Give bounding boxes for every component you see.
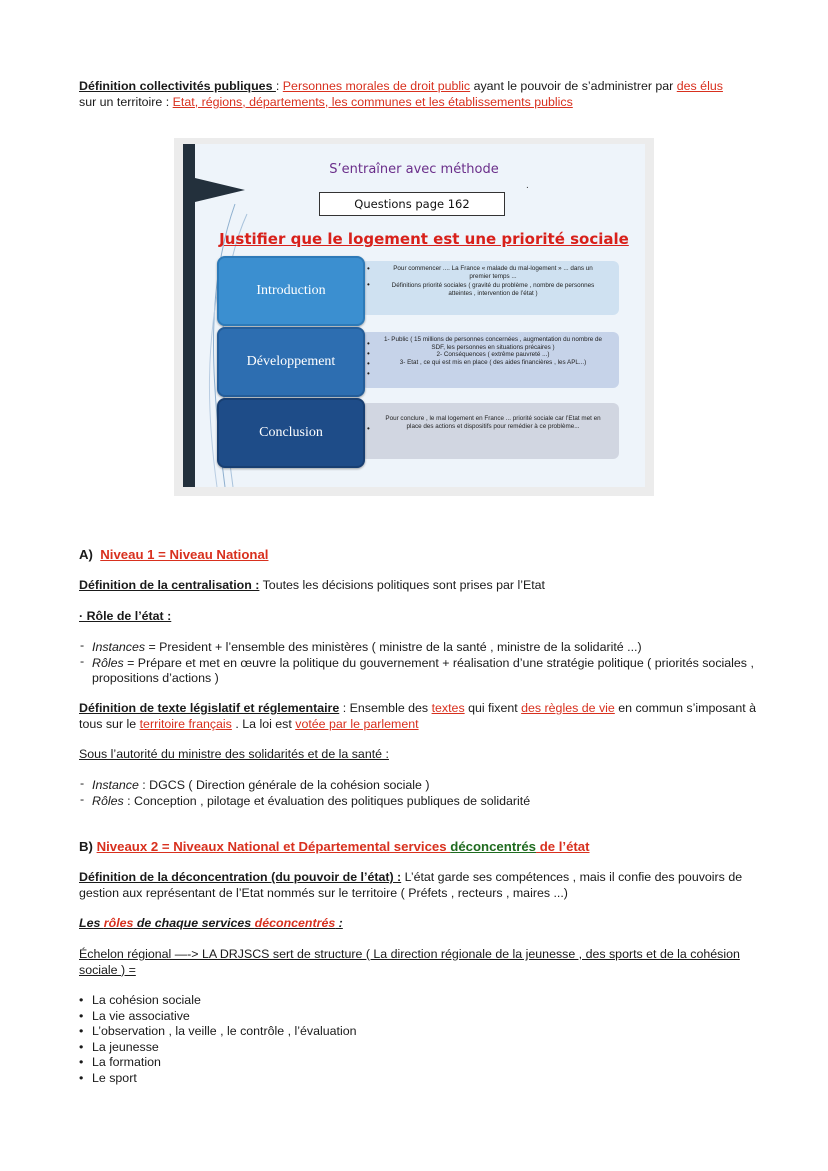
list-item: ‐ Rôles = Prépare et met en œuvre la politique du gouvernement + réalisation d’une stratégie politique ( priorités sociales , propositions d’actions ) [79,656,759,687]
developpement-content: • • • • 1- Public ( 15 millions de personnes concernées , augmentation du nombre de SDF, les personnes en situations précaires ) 2- Conséquences ( extrême pauvreté ...) 3- Etat , ce qui est mis en place ( des aides financières , les APL...) [361,332,619,388]
deconcentration-definition: Définition de la déconcentration (du pouvoir de l’état) : L’état garde ses compétences , mais il confie des pouvoirs de gestion aux représentant de l’Etat nommés sur le territoire ( Préfets , recteurs , maires ...) [79,870,743,900]
slide-subtitle: Justifier que le logement est une priorité sociale [219,230,629,248]
slide-arrow [195,178,245,202]
echelon-regional: Échelon régional —-> LA DRJSCS sert de structure ( La direction régionale de la jeunesse , des sports et de la cohésion sociale ) = [79,947,740,977]
introduction-content: • Pour commencer .... La France « malade du mal-logement » ... dans un premier temps ... • Définitions priorité sociales ( gravité du problème , nombre de personnes atteintes , intervention de l’état ) [361,261,619,315]
list-item: • Le sport [79,1071,759,1087]
definition-label: Définition collectivités publiques [79,79,276,93]
list-item: • La formation [79,1055,759,1071]
developpement-pill: Développement [217,327,365,397]
autorite-list [79,778,759,809]
list-item: ‐ Rôles : Conception , pilotage et évaluation des politiques publiques de solidarité [79,794,759,810]
slide-left-bar [183,144,195,487]
list-item: ‐ Instance : DGCS ( Direction générale de la cohésion sociale ) [79,778,759,794]
slide-image: S’entraîner avec méthode . Questions page 162 Justifier que le logement est une priorité sociale • Pour commencer .... La France « malade du mal-logement » ... dans un premier temps ... • Définitions priorité sociales ( gravité du problème , nombre de personnes atteintes , intervention de l’état ) • • • • 1- Public ( 15 millions de personnes concernées , augmentation du nombre de SDF, les personnes en situations précaires ) 2- Conséquences ( extrême pauvreté ...) 3- Etat , ce qui est mis en place ( des aides financières , les APL...) • Pour conclure , le mal logement en France ... priorité sociale car l’Etat met en place des actions et dispositifs pour remédier à ce problème... Introduction Développement Conclusion [174,138,654,496]
centralisation-definition: Définition de la centralisation : Toutes les décisions politiques sont prises par l’Etat [79,578,545,592]
list-item: ‐ Instances = President + l’ensemble des ministères ( ministre de la santé , ministre de la solidarité ...) [79,640,759,656]
conclusion-pill: Conclusion [217,398,365,468]
introduction-pill: Introduction [217,256,365,326]
conclusion-content: • Pour conclure , le mal logement en France ... priorité sociale car l’Etat met en place des actions et dispositifs pour remédier à ce problème... [361,403,619,459]
section-a-heading: A) Niveau 1 = Niveau National [79,547,269,562]
section-a-title: Niveau 1 = Niveau National [100,547,269,562]
role-etat-label: · Rôle de l’état : [79,609,172,623]
section-b-heading: B) Niveaux 2 = Niveaux National et Départemental services déconcentrés de l’état [79,839,590,854]
questions-box: Questions page 162 [319,192,505,216]
list-item: • La vie associative [79,1009,759,1025]
list-item: • La cohésion sociale [79,993,759,1009]
role-etat-list [79,640,759,687]
list-item: • La jeunesse [79,1040,759,1056]
autorite-ministre: Sous l’autorité du ministre des solidarités et de la santé : [79,747,389,761]
texte-legislatif-definition: Définition de texte législatif et réglementaire : Ensemble des textes qui fixent des règles de vie en commun s’imposant à tous sur le territoire français . La loi est votée par le parlement [79,701,756,731]
drjscs-roles-list [79,993,759,1086]
roles-services-label: Les rôles de chaque services déconcentrés : [79,916,343,930]
slide-title: S’entraîner avec méthode [329,162,499,177]
list-item: • L’observation , la veille , le contrôle , l’évaluation [79,1024,759,1040]
definition-collectivites: Définition collectivités publiques : Personnes morales de droit public ayant le pouvoir de s’administrer par des élus sur un territoire : Etat, régions, départements, les communes et les établissements publics [79,79,723,109]
